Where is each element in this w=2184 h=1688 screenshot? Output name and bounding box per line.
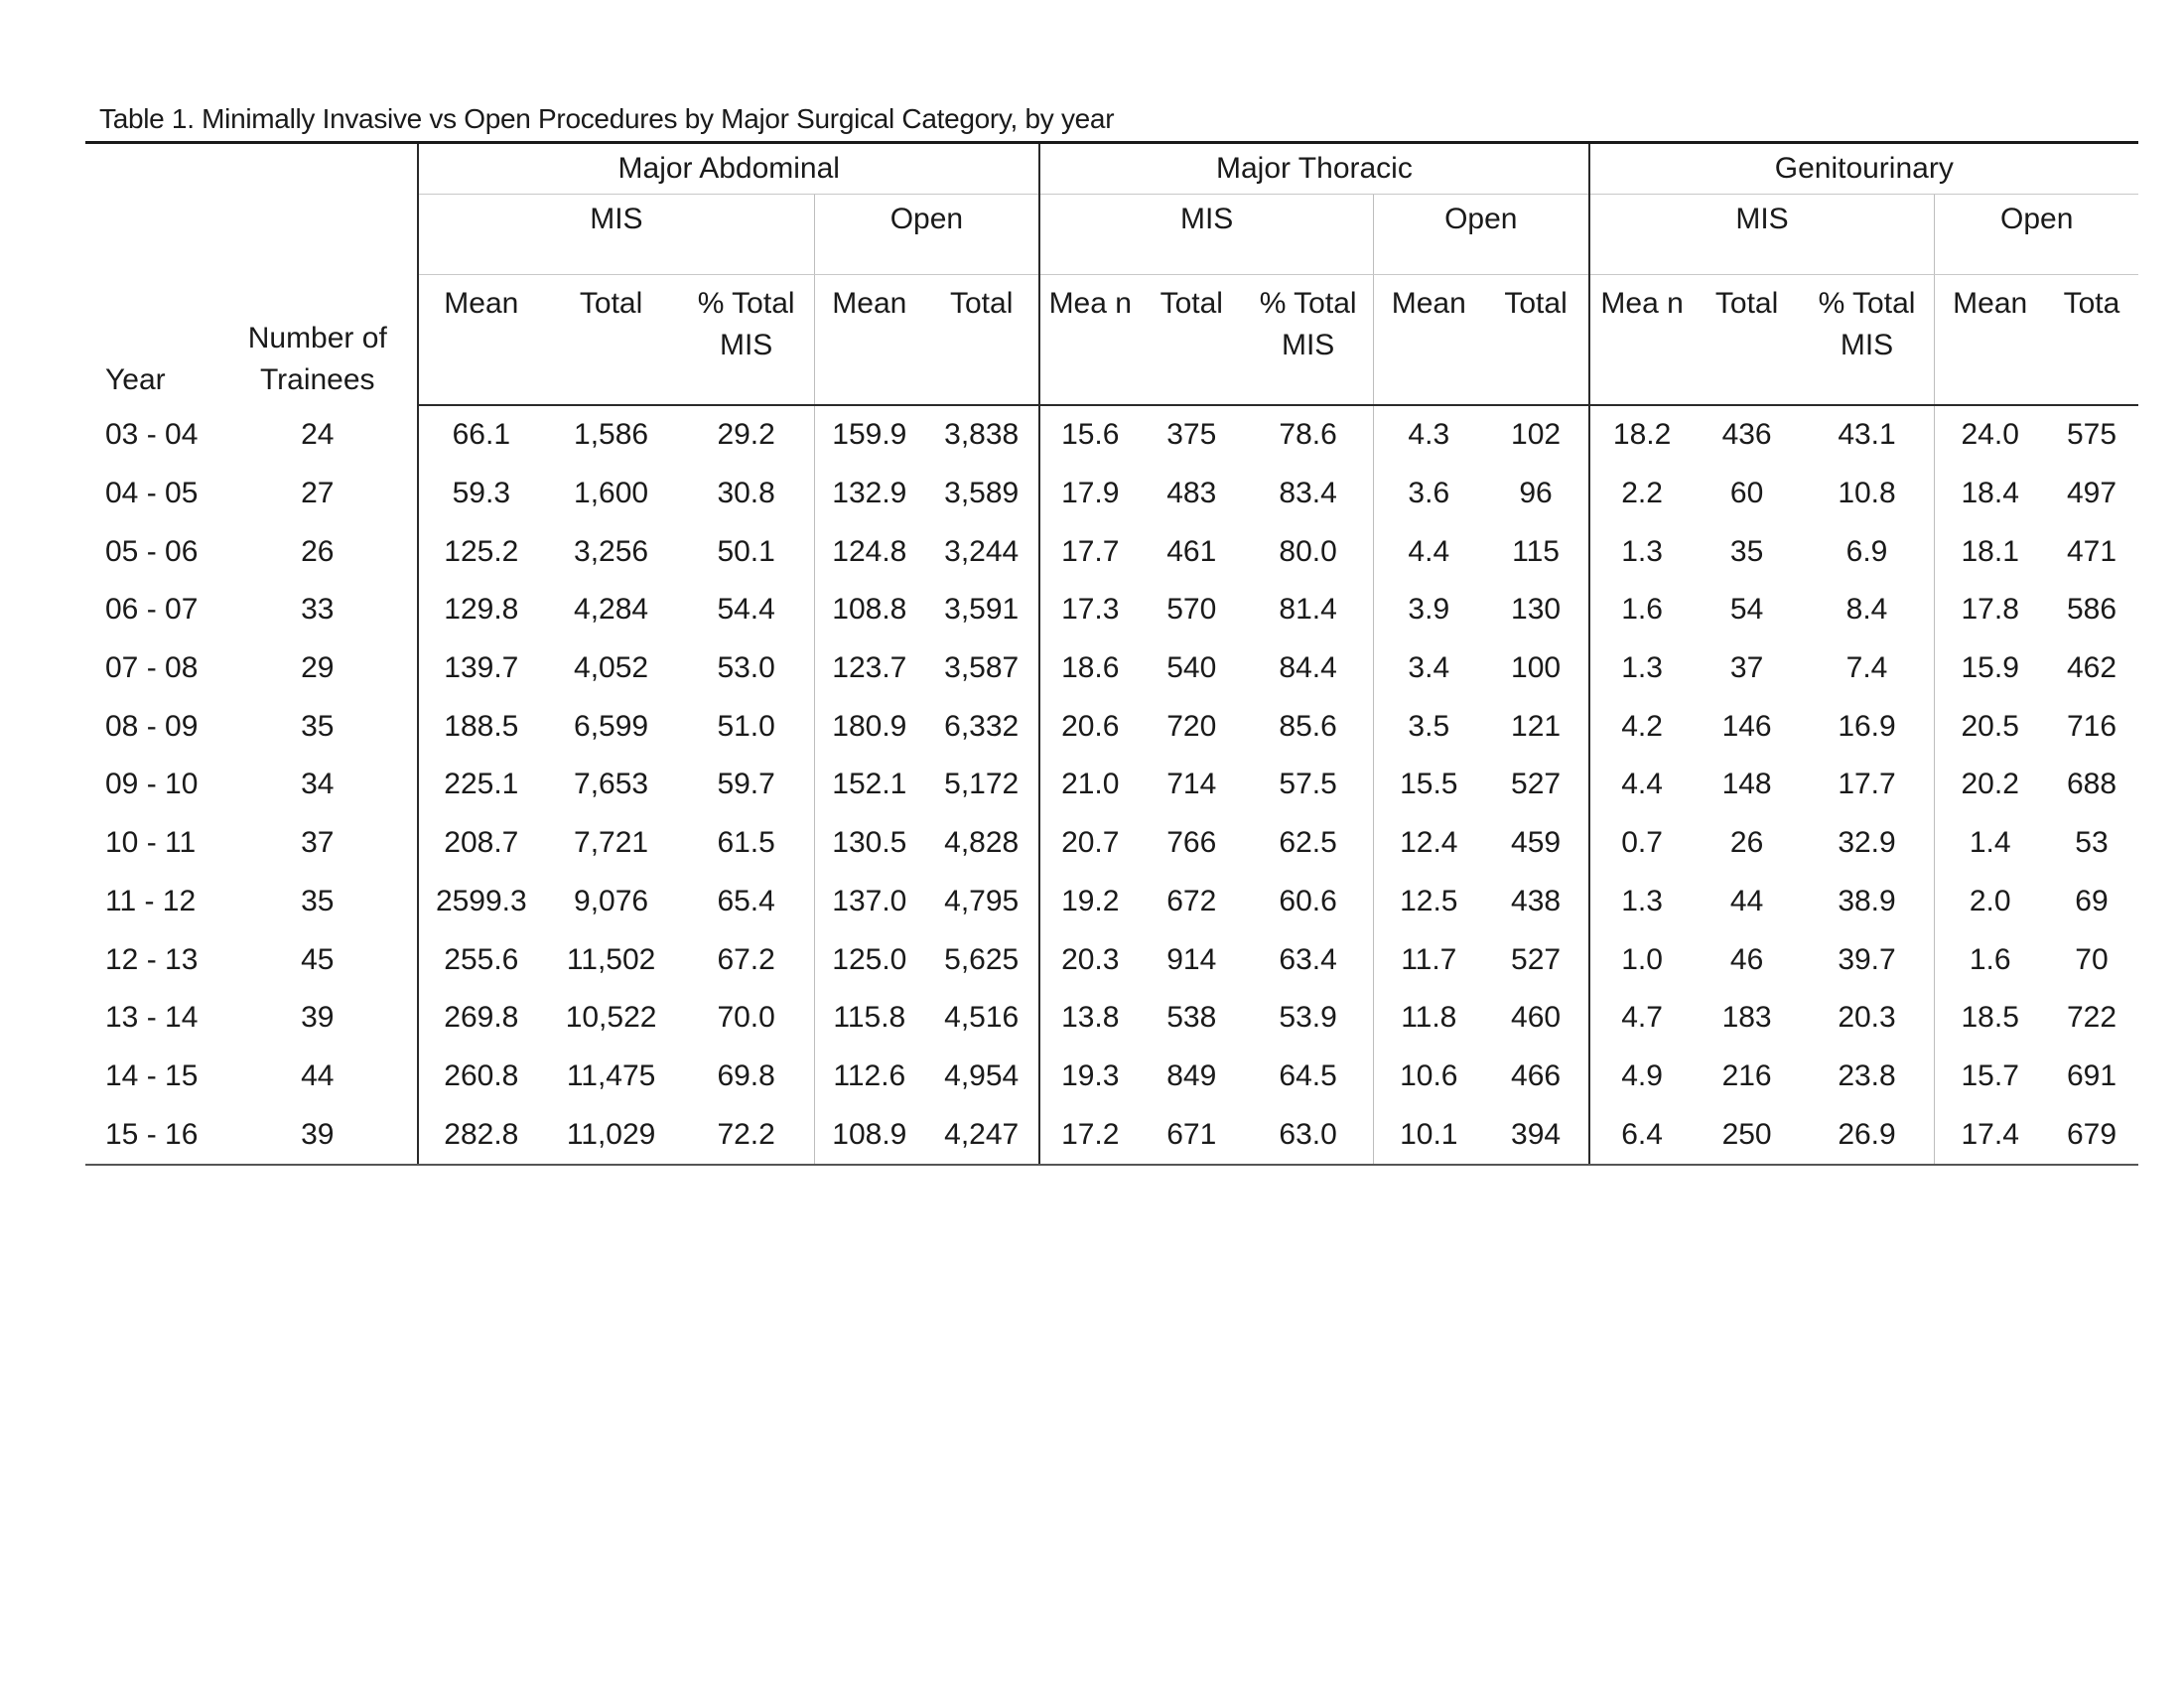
trainees-header: Number of Trainees	[247, 322, 387, 396]
year-cell: 04 - 05	[105, 477, 199, 510]
trainees-cell: 35	[301, 709, 335, 743]
value-cell: 115.8	[814, 989, 924, 1048]
value-cell: 4,052	[574, 651, 649, 685]
value-cell: 62.5	[1279, 826, 1337, 860]
value-cell: 716	[2066, 709, 2117, 743]
value-cell: 65.4	[717, 884, 775, 917]
value-cell: 3,591	[944, 593, 1020, 627]
column-header-tho-open-1: Total	[1484, 275, 1589, 406]
value-cell: 20.3	[1838, 1001, 1896, 1035]
value-cell: 15.5	[1374, 756, 1484, 814]
year-cell: 12 - 13	[105, 942, 199, 976]
value-cell: 538	[1166, 1001, 1217, 1035]
value-cell: 84.4	[1279, 651, 1337, 685]
abd-mis-header: MIS	[418, 195, 814, 275]
group-major-abdominal: Major Abdominal	[418, 143, 1039, 195]
value-cell: 16.9	[1838, 709, 1896, 743]
value-cell: 69.8	[717, 1058, 775, 1092]
value-cell: 37	[1729, 651, 1764, 685]
value-cell: 17.7	[1039, 522, 1140, 581]
table-row	[85, 522, 2138, 581]
value-cell: 188.5	[418, 697, 543, 756]
value-cell: 125.2	[418, 522, 543, 581]
value-cell: 18.6	[1039, 639, 1140, 698]
value-cell: 1.3	[1589, 522, 1695, 581]
trainees-cell: 24	[301, 417, 335, 451]
value-cell: 60	[1729, 477, 1764, 510]
value-cell: 130.5	[814, 814, 924, 873]
group-genitourinary: Genitourinary	[1589, 143, 2138, 195]
value-cell: 766	[1166, 826, 1217, 860]
value-cell: 11.8	[1374, 989, 1484, 1048]
value-cell: 96	[1519, 477, 1553, 510]
value-cell: 20.7	[1039, 814, 1140, 873]
value-cell: 85.6	[1279, 709, 1337, 743]
value-cell: 24.0	[1935, 405, 2045, 465]
column-header-abd-open-0: Mean	[814, 275, 924, 406]
value-cell: 260.8	[418, 1048, 543, 1106]
column-header-abd-mis-2: % Total MIS	[679, 275, 814, 406]
value-cell: 570	[1166, 593, 1217, 627]
value-cell: 32.9	[1838, 826, 1896, 860]
value-cell: 4.4	[1589, 756, 1695, 814]
value-cell: 26	[1729, 826, 1764, 860]
value-cell: 17.8	[1935, 581, 2045, 639]
value-cell: 527	[1511, 768, 1562, 801]
table-row	[85, 697, 2138, 756]
value-cell: 112.6	[814, 1048, 924, 1106]
year-cell: 08 - 09	[105, 709, 199, 743]
value-cell: 19.2	[1039, 873, 1140, 931]
value-cell: 17.2	[1039, 1105, 1140, 1165]
value-cell: 4,247	[924, 1105, 1039, 1165]
value-cell: 130	[1511, 593, 1562, 627]
trainees-cell: 39	[217, 1105, 418, 1165]
value-cell: 18.5	[1935, 989, 2045, 1048]
tho-open-header: Open	[1374, 195, 1589, 275]
value-cell: 216	[1721, 1058, 1772, 1092]
value-cell: 691	[2066, 1058, 2117, 1092]
value-cell: 4.9	[1589, 1048, 1695, 1106]
table-caption: Table 1. Minimally Invasive vs Open Procedures by Major Surgical Category, by year	[99, 103, 1115, 134]
value-cell: 26.9	[1800, 1105, 1935, 1165]
value-cell: 60.6	[1279, 884, 1337, 917]
value-cell: 225.1	[418, 756, 543, 814]
value-cell: 394	[1484, 1105, 1589, 1165]
value-cell: 4,795	[944, 884, 1020, 917]
value-cell: 3,244	[944, 534, 1020, 568]
value-cell: 70.0	[717, 1001, 775, 1035]
value-cell: 69	[2075, 884, 2109, 917]
column-header-abd-mis-1: Total	[543, 275, 678, 406]
value-cell: 20.3	[1039, 930, 1140, 989]
column-header-tho-mis-2: % Total MIS	[1243, 275, 1373, 406]
value-cell: 6.4	[1589, 1105, 1695, 1165]
value-cell: 3,256	[574, 534, 649, 568]
value-cell: 208.7	[418, 814, 543, 873]
value-cell: 18.2	[1589, 405, 1695, 465]
value-cell: 63.0	[1243, 1105, 1373, 1165]
value-cell: 102	[1511, 418, 1562, 452]
value-cell: 1.3	[1589, 639, 1695, 698]
trainees-cell: 35	[301, 884, 335, 917]
table-row	[85, 1105, 2138, 1165]
value-cell: 7,653	[574, 768, 649, 801]
column-header-abd-open-1: Total	[924, 275, 1039, 406]
value-cell: 44	[1729, 884, 1764, 917]
trainees-cell: 37	[301, 826, 335, 860]
value-cell: 115	[1512, 534, 1560, 568]
value-cell: 7,721	[574, 826, 649, 860]
table-row	[85, 405, 2138, 465]
value-cell: 59.3	[418, 465, 543, 523]
column-header-tho-mis-0: Mea n	[1039, 275, 1140, 406]
value-cell: 83.4	[1279, 477, 1337, 510]
value-cell: 20.2	[1935, 756, 2045, 814]
value-cell: 54.4	[717, 593, 775, 627]
value-cell: 0.7	[1589, 814, 1695, 873]
value-cell: 11,502	[566, 942, 656, 976]
value-cell: 17.4	[1935, 1105, 2045, 1165]
table-row	[85, 989, 2138, 1048]
value-cell: 146	[1721, 709, 1772, 743]
value-cell: 5,625	[944, 942, 1020, 976]
value-cell: 17.9	[1039, 465, 1140, 523]
value-cell: 132.9	[814, 465, 924, 523]
group-major-thoracic: Major Thoracic	[1039, 143, 1588, 195]
value-cell: 100	[1511, 651, 1562, 685]
year-header: Year	[105, 363, 166, 396]
value-cell: 4,954	[944, 1058, 1020, 1092]
table-row	[85, 581, 2138, 639]
column-header-gu-open-0: Mean	[1935, 275, 2045, 406]
value-cell: 269.8	[418, 989, 543, 1048]
value-cell: 483	[1166, 477, 1217, 510]
trainees-cell: 44	[301, 1058, 335, 1092]
value-cell: 53	[2075, 826, 2109, 860]
value-cell: 4,516	[944, 1001, 1020, 1035]
value-cell: 471	[2066, 534, 2117, 568]
value-cell: 70	[2075, 942, 2109, 976]
value-cell: 15.7	[1935, 1048, 2045, 1106]
value-cell: 375	[1166, 418, 1217, 452]
value-cell: 720	[1166, 709, 1217, 743]
year-cell: 06 - 07	[105, 593, 199, 627]
value-cell: 148	[1721, 768, 1772, 801]
value-cell: 9,076	[574, 884, 649, 917]
value-cell: 15.6	[1039, 405, 1140, 465]
value-cell: 23.8	[1838, 1058, 1896, 1092]
value-cell: 1.6	[1589, 581, 1695, 639]
value-cell: 64.5	[1279, 1058, 1337, 1092]
value-cell: 21.0	[1039, 756, 1140, 814]
value-cell: 255.6	[418, 930, 543, 989]
abd-open-header: Open	[814, 195, 1039, 275]
trainees-cell: 45	[301, 942, 335, 976]
value-cell: 80.0	[1279, 534, 1337, 568]
value-cell: 586	[2066, 593, 2117, 627]
column-header-gu-mis-1: Total	[1695, 275, 1800, 406]
value-cell: 3,838	[944, 418, 1020, 452]
value-cell: 4.2	[1589, 697, 1695, 756]
year-cell: 03 - 04	[105, 417, 199, 451]
year-cell: 07 - 08	[105, 651, 199, 685]
year-cell: 05 - 06	[105, 534, 199, 568]
value-cell: 67.2	[717, 942, 775, 976]
gu-open-header: Open	[1935, 195, 2138, 275]
value-cell: 108.8	[814, 581, 924, 639]
trainees-cell: 27	[301, 477, 335, 510]
value-cell: 2599.3	[418, 873, 543, 931]
column-header-abd-mis-0: Mean	[418, 275, 543, 406]
value-cell: 1,586	[574, 418, 649, 452]
value-cell: 497	[2066, 477, 2117, 510]
value-cell: 20.5	[1935, 697, 2045, 756]
value-cell: 53.9	[1279, 1001, 1337, 1035]
value-cell: 436	[1721, 418, 1772, 452]
value-cell: 54	[1729, 593, 1764, 627]
value-cell: 4.7	[1589, 989, 1695, 1048]
value-cell: 3.5	[1374, 697, 1484, 756]
value-cell: 722	[2066, 1001, 2117, 1035]
value-cell: 43.1	[1838, 418, 1896, 452]
value-cell: 61.5	[717, 826, 775, 860]
value-cell: 4.3	[1374, 405, 1484, 465]
value-cell: 57.5	[1279, 768, 1337, 801]
year-cell: 15 - 16	[85, 1105, 217, 1165]
value-cell: 121	[1511, 709, 1562, 743]
column-header-tho-open-0: Mean	[1374, 275, 1484, 406]
table-row	[85, 814, 2138, 873]
trainees-cell: 39	[301, 1001, 335, 1035]
value-cell: 688	[2066, 768, 2117, 801]
value-cell: 66.1	[418, 405, 543, 465]
value-cell: 672	[1166, 884, 1217, 917]
value-cell: 461	[1166, 534, 1217, 568]
value-cell: 679	[2045, 1105, 2138, 1165]
value-cell: 152.1	[814, 756, 924, 814]
value-cell: 125.0	[814, 930, 924, 989]
value-cell: 3.9	[1374, 581, 1484, 639]
value-cell: 12.5	[1374, 873, 1484, 931]
table-row	[85, 873, 2138, 931]
data-table	[85, 141, 2138, 1166]
value-cell: 19.3	[1039, 1048, 1140, 1106]
value-cell: 63.4	[1279, 942, 1337, 976]
value-cell: 180.9	[814, 697, 924, 756]
value-cell: 18.4	[1935, 465, 2045, 523]
value-cell: 1.3	[1589, 873, 1695, 931]
value-cell: 575	[2066, 418, 2117, 452]
value-cell: 7.4	[1845, 651, 1888, 685]
value-cell: 8.4	[1845, 593, 1888, 627]
year-cell: 14 - 15	[105, 1058, 199, 1092]
gu-mis-header: MIS	[1589, 195, 1935, 275]
trainees-cell: 33	[301, 593, 335, 627]
value-cell: 59.7	[717, 768, 775, 801]
value-cell: 3,587	[944, 651, 1020, 685]
year-cell: 13 - 14	[105, 1001, 199, 1035]
value-cell: 438	[1511, 884, 1562, 917]
value-cell: 17.3	[1039, 581, 1140, 639]
value-cell: 3.6	[1374, 465, 1484, 523]
value-cell: 81.4	[1279, 593, 1337, 627]
value-cell: 183	[1721, 1001, 1772, 1035]
tho-mis-header: MIS	[1039, 195, 1373, 275]
value-cell: 159.9	[814, 405, 924, 465]
trainees-cell: 26	[301, 534, 335, 568]
table-row	[85, 756, 2138, 814]
value-cell: 11,475	[566, 1058, 656, 1092]
value-cell: 13.8	[1039, 989, 1140, 1048]
value-cell: 4.4	[1374, 522, 1484, 581]
value-cell: 123.7	[814, 639, 924, 698]
table-row	[85, 465, 2138, 523]
table-row	[85, 1048, 2138, 1106]
value-cell: 462	[2066, 651, 2117, 685]
year-cell: 11 - 12	[105, 884, 197, 917]
value-cell: 46	[1729, 942, 1764, 976]
value-cell: 129.8	[418, 581, 543, 639]
value-cell: 72.2	[679, 1105, 814, 1165]
value-cell: 139.7	[418, 639, 543, 698]
value-cell: 4,284	[574, 593, 649, 627]
table-row	[85, 930, 2138, 989]
value-cell: 914	[1166, 942, 1217, 976]
value-cell: 2.2	[1589, 465, 1695, 523]
value-cell: 5,172	[944, 768, 1020, 801]
value-cell: 18.1	[1935, 522, 2045, 581]
value-cell: 50.1	[717, 534, 775, 568]
value-cell: 466	[1511, 1058, 1562, 1092]
value-cell: 527	[1511, 942, 1562, 976]
column-header-gu-mis-2: % Total MIS	[1800, 275, 1935, 406]
value-cell: 6,599	[574, 709, 649, 743]
value-cell: 12.4	[1374, 814, 1484, 873]
value-cell: 10.1	[1374, 1105, 1484, 1165]
value-cell: 35	[1729, 534, 1764, 568]
column-header-gu-open-1: Tota	[2045, 275, 2138, 406]
value-cell: 3,589	[944, 477, 1020, 510]
value-cell: 39.7	[1838, 942, 1896, 976]
value-cell: 714	[1166, 768, 1217, 801]
value-cell: 1.0	[1589, 930, 1695, 989]
value-cell: 4,828	[944, 826, 1020, 860]
trainees-cell: 34	[301, 768, 335, 801]
value-cell: 2.0	[1935, 873, 2045, 931]
value-cell: 51.0	[717, 709, 775, 743]
value-cell: 11.7	[1374, 930, 1484, 989]
value-cell: 38.9	[1838, 884, 1896, 917]
table-container	[85, 141, 2120, 1154]
year-cell: 09 - 10	[105, 768, 199, 801]
value-cell: 10,522	[565, 1001, 657, 1035]
value-cell: 6.9	[1845, 534, 1888, 568]
value-cell: 460	[1511, 1001, 1562, 1035]
value-cell: 250	[1695, 1105, 1800, 1165]
value-cell: 10.6	[1374, 1048, 1484, 1106]
value-cell: 459	[1511, 826, 1562, 860]
column-header-tho-mis-1: Total	[1140, 275, 1243, 406]
table-row	[85, 639, 2138, 698]
column-header-gu-mis-0: Mea n	[1589, 275, 1695, 406]
value-cell: 282.8	[418, 1105, 543, 1165]
value-cell: 10.8	[1838, 477, 1896, 510]
value-cell: 1.6	[1935, 930, 2045, 989]
value-cell: 11,029	[543, 1105, 678, 1165]
value-cell: 6,332	[944, 709, 1020, 743]
value-cell: 29.2	[717, 418, 775, 452]
value-cell: 15.9	[1935, 639, 2045, 698]
value-cell: 1,600	[574, 477, 649, 510]
value-cell: 137.0	[814, 873, 924, 931]
value-cell: 78.6	[1279, 418, 1337, 452]
value-cell: 540	[1166, 651, 1217, 685]
trainees-cell: 29	[301, 651, 335, 685]
value-cell: 849	[1166, 1058, 1217, 1092]
value-cell: 30.8	[717, 477, 775, 510]
value-cell: 17.7	[1838, 768, 1896, 801]
value-cell: 3.4	[1374, 639, 1484, 698]
value-cell: 1.4	[1935, 814, 2045, 873]
value-cell: 671	[1140, 1105, 1243, 1165]
value-cell: 108.9	[814, 1105, 924, 1165]
year-cell: 10 - 11	[105, 826, 197, 860]
value-cell: 20.6	[1039, 697, 1140, 756]
value-cell: 124.8	[814, 522, 924, 581]
value-cell: 53.0	[717, 651, 775, 685]
